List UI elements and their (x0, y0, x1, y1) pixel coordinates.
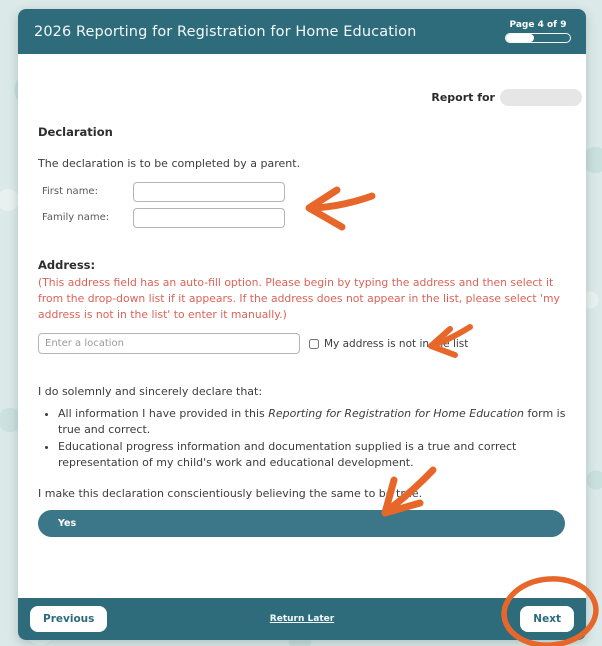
address-not-in-list-option[interactable] (309, 338, 468, 350)
report-for-row (431, 89, 582, 106)
first-name-input[interactable] (133, 182, 285, 202)
address-not-in-list-checkbox[interactable] (309, 339, 319, 349)
address-row (38, 333, 468, 354)
form-footer (18, 598, 586, 640)
family-name-row (42, 207, 285, 228)
progress-bar (505, 33, 571, 43)
form-header (18, 9, 586, 54)
form-card (18, 9, 586, 640)
statement-bullets (58, 406, 570, 472)
next-button[interactable]: Next (520, 606, 574, 632)
name-fields (42, 181, 285, 233)
address-not-in-list-label: My address is not in the list (324, 337, 469, 350)
form-title: 2026 Reporting for Registration for Home Education (34, 23, 417, 40)
return-later-link[interactable]: Return Later (269, 614, 335, 624)
declaration-heading: Declaration (38, 125, 113, 139)
form-name-italic: Reporting for Registration for Home Education (268, 407, 525, 420)
progress-fill (506, 34, 534, 42)
report-for-label: Report for (431, 91, 495, 104)
redacted-student-name (500, 89, 582, 106)
yes-confirm-button[interactable]: Yes (38, 510, 565, 537)
address-location-input[interactable] (38, 333, 300, 354)
address-autofill-note: (This address field has an auto-fill option. Please begin by typing the address and then select it from the drop-down list if it appears. If the address does not appear in the list, please select 'my address is not in the list' to enter it manually.) (38, 276, 560, 322)
first-name-label: First name: (42, 186, 98, 197)
first-name-row (42, 181, 285, 202)
family-name-label: Family name: (42, 212, 110, 223)
statement-closing: I make this declaration conscientiously believing the same to be true. (38, 487, 423, 500)
family-name-input[interactable] (133, 208, 285, 228)
page-progress (504, 20, 572, 43)
address-heading: Address: (38, 258, 96, 272)
declaration-intro: The declaration is to be completed by a parent. (38, 157, 301, 170)
previous-button[interactable]: Previous (30, 606, 107, 632)
page-indicator: Page 4 of 9 (509, 20, 567, 30)
statement-lead: I do solemnly and sincerely declare that: (38, 385, 263, 398)
statement-bullet-1: • All information I have provided in this Reporting for Registration for Home Education form is true and correct. (58, 406, 570, 437)
statement-bullet-2: • Educational progress information and documentation supplied is a true and correct representation of my child's work and educational development. (58, 439, 570, 470)
